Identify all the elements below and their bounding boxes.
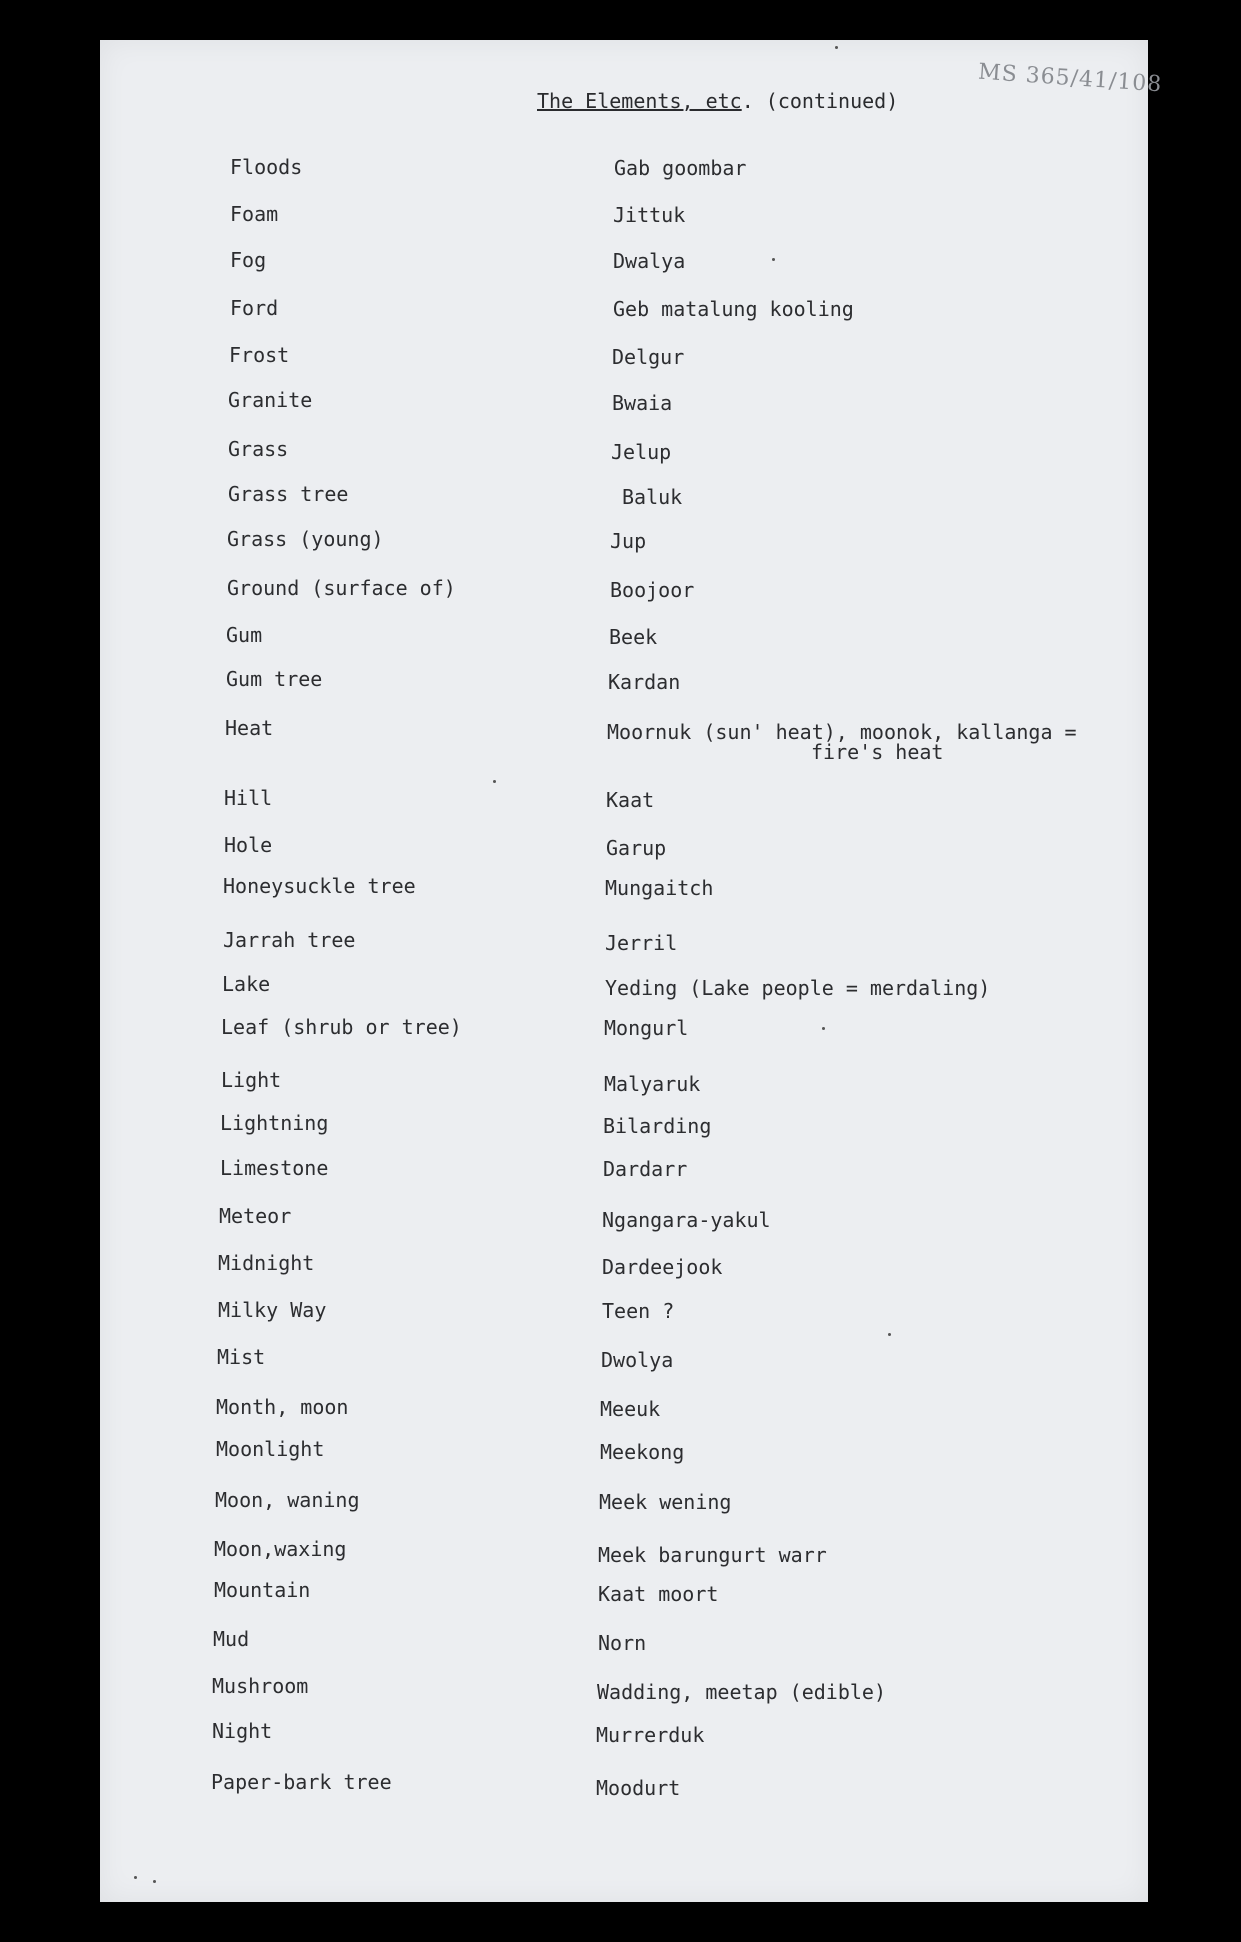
term-heat: Heat <box>225 716 274 740</box>
term-limestone: Limestone <box>220 1156 329 1180</box>
heading-underlined-text: The Elements, etc <box>537 89 742 113</box>
page-heading <box>537 89 898 113</box>
translation-honeysuckle-tree: Mungaitch <box>605 876 714 900</box>
term-grass: Grass <box>228 437 289 461</box>
translation-mud: Norn <box>598 1631 647 1655</box>
term-frost: Frost <box>229 343 290 367</box>
term-gum-tree: Gum tree <box>226 667 323 691</box>
paper-speck <box>134 1876 137 1879</box>
term-midnight: Midnight <box>218 1251 315 1275</box>
translation-night: Murrerduk <box>596 1723 705 1747</box>
translation-granite: Bwaia <box>612 391 673 415</box>
translation-mountain: Kaat moort <box>598 1582 719 1606</box>
term-granite: Granite <box>228 388 313 412</box>
translation-leaf: Mongurl <box>604 1016 689 1040</box>
term-moon-waning: Moon, waning <box>215 1488 360 1512</box>
term-moonlight: Moonlight <box>216 1437 325 1461</box>
translation-mushroom: Wadding, meetap (edible) <box>597 1680 886 1704</box>
term-hill: Hill <box>224 786 273 810</box>
term-foam: Foam <box>230 202 279 226</box>
translation-grass-young: Jup <box>610 529 647 553</box>
paper-speck <box>493 780 496 783</box>
term-grass-tree: Grass tree <box>228 482 349 506</box>
translation-grass: Jelup <box>611 440 672 464</box>
term-ford: Ford <box>230 296 279 320</box>
term-fog: Fog <box>230 248 267 272</box>
paper-speck <box>835 46 838 49</box>
term-gum: Gum <box>226 623 263 647</box>
term-meteor: Meteor <box>219 1204 292 1228</box>
archive-reference: MS 365/41/108 <box>977 59 1164 98</box>
term-mud: Mud <box>213 1627 250 1651</box>
term-moon-waxing: Moon,waxing <box>214 1537 347 1561</box>
term-jarrah-tree: Jarrah tree <box>223 928 356 952</box>
translation-hole: Garup <box>606 836 667 860</box>
paper-speck <box>822 1027 825 1030</box>
term-mushroom: Mushroom <box>212 1674 309 1698</box>
translation-grass-tree: Baluk <box>622 485 683 509</box>
translation-lake: Yeding (Lake people = merdaling) <box>605 976 991 1000</box>
term-ground: Ground (surface of) <box>227 576 456 600</box>
paper-speck <box>888 1333 891 1336</box>
term-hole: Hole <box>224 833 273 857</box>
translation-floods: Gab goombar <box>614 156 747 180</box>
translation-meteor: Ngangara-yakul <box>602 1208 771 1232</box>
translation-foam: Jittuk <box>613 203 686 227</box>
paper-speck <box>772 258 775 261</box>
translation-hill: Kaat <box>606 788 655 812</box>
translation-jarrah-tree: Jerril <box>605 931 678 955</box>
translation-moon-waxing: Meek barungurt warr <box>598 1543 827 1567</box>
translation-month-moon: Meeuk <box>600 1397 661 1421</box>
term-month-moon: Month, moon <box>216 1395 349 1419</box>
translation-fog: Dwalya <box>613 249 686 273</box>
translation-gum: Beek <box>609 625 658 649</box>
translation-milky-way: Teen ? <box>602 1299 675 1323</box>
translation-heat-continued: fire's heat <box>811 740 944 764</box>
term-mountain: Mountain <box>214 1578 311 1602</box>
term-lightning: Lightning <box>220 1111 329 1135</box>
translation-moonlight: Meekong <box>600 1440 685 1464</box>
term-honeysuckle-tree: Honeysuckle tree <box>223 874 416 898</box>
term-paper-bark-tree: Paper-bark tree <box>211 1770 392 1794</box>
term-lake: Lake <box>222 972 271 996</box>
translation-midnight: Dardeejook <box>602 1255 723 1279</box>
translation-ground: Boojoor <box>610 578 695 602</box>
term-night: Night <box>212 1719 273 1743</box>
translation-mist: Dwolya <box>601 1348 674 1372</box>
term-milky-way: Milky Way <box>218 1298 327 1322</box>
translation-gum-tree: Kardan <box>608 670 681 694</box>
translation-lightning: Bilarding <box>603 1114 712 1138</box>
term-floods: Floods <box>230 155 303 179</box>
translation-paper-bark-tree: Moodurt <box>596 1776 681 1800</box>
translation-moon-waning: Meek wening <box>599 1490 732 1514</box>
term-mist: Mist <box>217 1345 266 1369</box>
translation-heat: Moornuk (sun' heat), moonok, kallanga = <box>607 720 1077 744</box>
heading-continued-text: . (continued) <box>741 89 899 113</box>
translation-ford: Geb matalung kooling <box>613 297 854 321</box>
translation-frost: Delgur <box>612 345 685 369</box>
translation-light: Malyaruk <box>604 1072 701 1096</box>
paper-speck <box>153 1880 156 1883</box>
term-light: Light <box>221 1068 282 1092</box>
term-leaf: Leaf (shrub or tree) <box>221 1015 462 1039</box>
term-grass-young: Grass (young) <box>227 527 384 551</box>
translation-limestone: Dardarr <box>603 1157 688 1181</box>
